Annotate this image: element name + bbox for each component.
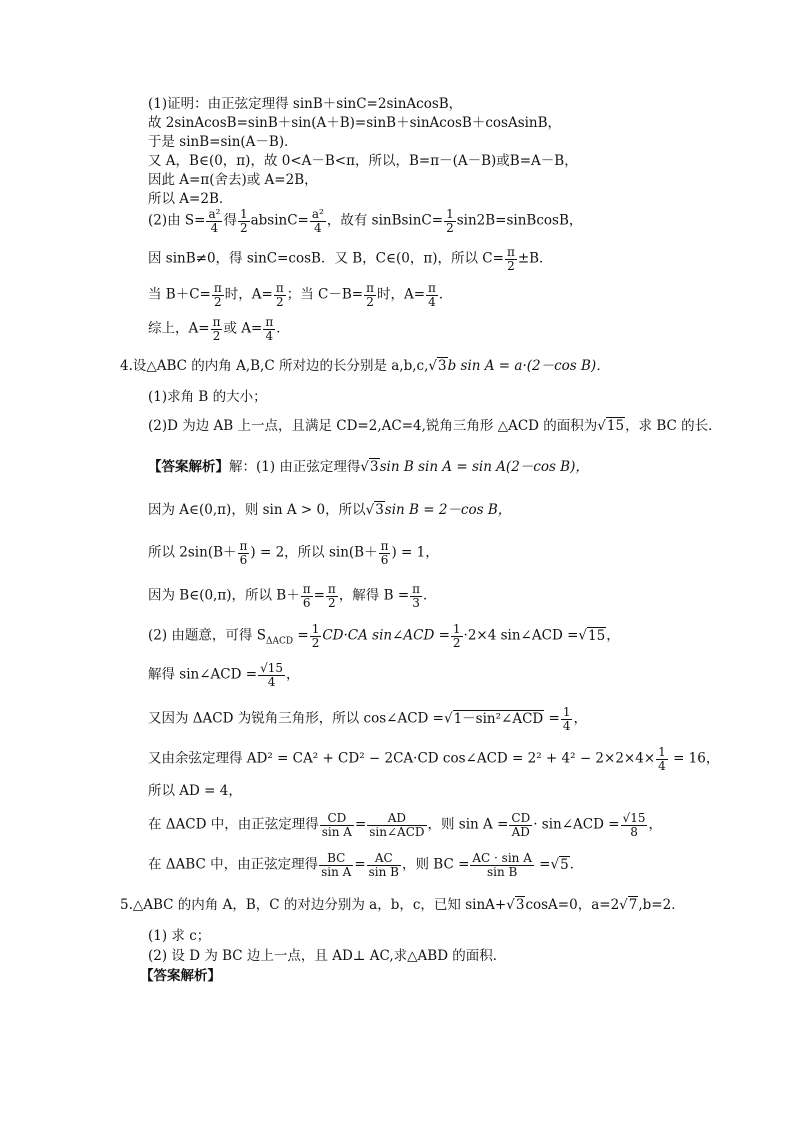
fraction: $\frac{\text{a²}}{4}$ [208,207,221,235]
fraction: $\frac{\text{a²}}{4}$ [311,207,324,235]
q4-answer-line-2: 因为 A∈(0,π)，则 sin A > 0，所以√3sin B = 2－cos B， [148,502,512,518]
q4-answer-line-10: 在 ΔACD 中，由正弦定理得 $\frac{CD}{\text{sin A}}$ = $\frac{AD}{\text{sin∠ACD}}$ ，则 sin A = $\frac{CD}{AD}$ · sin∠ACD = $\frac{√15}{8}$ ， [148,811,662,839]
fraction: $\frac{\pi}{6}$ [239,539,248,567]
p3-line-8: 因 sinB≠0，得 sinC=cosB．又 B，C∈(0，π)，所以 C= $\frac{\pi}{2}$ ±B． [148,245,553,273]
fraction: $\frac{\pi}{6}$ [380,539,389,567]
fraction: $\frac{\pi}{2}$ [506,245,515,273]
fraction: $\frac{\pi}{2}$ [275,281,284,309]
q4-answer-line-9: 所以 AD = 4， [148,783,242,799]
q4-stem: 4.设△ABC 的内角 A,B,C 所对边的长分别是 a,b,c,√3b sin A = a·(2－cos B)． [120,358,610,374]
fraction: $\frac{1}{4}$ [562,705,571,733]
fraction: $\frac{\pi}{6}$ [302,582,311,610]
fraction: $\frac{\pi}{3}$ [412,582,421,610]
p3-line-1: (1)证明：由正弦定理得 sinB＋sinC=2sinAcosB， [148,96,463,112]
fraction: $\frac{\pi}{2}$ [327,582,336,610]
p3-line-10: 综上，A= $\frac{\pi}{2}$ 或 A= $\frac{\pi}{4}$ ． [148,315,290,343]
q4-answer-line-4: 因为 B∈(0,π)，所以 B＋ $\frac{\pi}{6}$ = $\frac{\pi}{2}$ ，解得 B = $\frac{\pi}{3}$ ． [148,582,437,610]
q5-stem: 5.△ABC 的内角 A，B，C 的对边分别为 a，b，c，已知 sinA+√3cosA=0，a=2√7,b=2． [120,897,685,913]
fraction: $\frac{1}{2}$ [452,622,461,650]
p3-line-4: 又 A，B∈(0，π)，故 0<A－B<π，所以，B=π－(A－B)或B=A－B， [148,153,578,169]
fraction: $\frac{√15}{8}$ [622,811,646,839]
fraction: $\frac{AD}{\text{sin∠ACD}}$ [369,811,425,839]
q4-answer-line-5: (2) 由题意，可得 $S_{\Delta ACD}$ = $\frac{1}{2}$ CD·CA sin∠ACD = $\frac{1}{2}$ ·2×4 sin∠ACD =√15， [148,622,620,650]
p3-line-5: 因此 A=π(舍去)或 A=2B， [148,172,318,188]
fraction: $\frac{CD}{\text{sin A}}$ [321,811,352,839]
fraction: $\frac{\pi}{4}$ [265,315,274,343]
q4-answer-line-7: 又因为 ΔACD 为锐角三角形，所以 cos∠ACD =√1－sin²∠ACD = $\frac{1}{4}$ ， [148,705,587,733]
q4-answer-line-6: 解得 sin∠ACD = $\frac{√15}{4}$ ， [148,661,300,689]
fraction: $\frac{CD}{AD}$ [511,811,531,839]
fraction: $\frac{1}{4}$ [658,745,666,773]
p3-line-2: 故 2sinAcosB=sinB＋sin(A＋B)=sinB＋sinAcosB＋cosAsinB， [148,115,562,131]
fraction: $\frac{BC}{\text{sin A}}$ [321,851,352,879]
p3-line-9: 当 B＋C= $\frac{\pi}{2}$ 时，A= $\frac{\pi}{2}$ ；当 C－B= $\frac{\pi}{2}$ 时，A= $\frac{\pi}{4}$ ． [148,281,453,309]
fraction: $\frac{\pi}{2}$ [366,281,374,309]
p3-line-6: 所以 A=2B． [148,191,233,207]
p3-line-3: 于是 sinB=sin(A－B)． [148,134,298,150]
q4-answer-line-1: 【答案解析】解：(1) 由正弦定理得√3sin B sin A = sin A(2－cos B)， [148,459,589,475]
fraction: $\frac{√15}{4}$ [260,661,283,689]
answer-tag: 【答案解析】 [148,459,229,475]
fraction: $\frac{\pi}{2}$ [212,315,221,343]
fraction: $\frac{\pi}{4}$ [428,281,436,309]
fraction: $\frac{\text{AC · sin A}}{\text{sin B}}$ [472,851,532,879]
q5-sub-2: (2) 设 D 为 BC 边上一点，且 AD⊥ AC,求△ABD 的面积． [148,948,507,964]
fraction: $\frac{\pi}{2}$ [213,281,222,309]
q4-answer-line-8: 又由余弦定理得 AD² = CA² + CD² − 2CA·CD cos∠ACD = 2² + 4² − 2×2×4× $\frac{1}{4}$ = 16， [148,745,720,773]
q4-sub-2: (2)D 为边 AB 上一点，且满足 CD=2,AC=4,锐角三角形 △ACD 的面积为√15，求 BC 的长． [148,418,722,434]
fraction: $\frac{1}{2}$ [446,207,454,235]
fraction: $\frac{AC}{\text{sin B}}$ [368,851,399,879]
q4-sub-1: (1)求角 B 的大小； [148,389,267,405]
q5-answer-tag: 【答案解析】 [140,968,221,984]
q4-answer-line-3: 所以 2sin(B＋ $\frac{\pi}{6}$ ) = 2，所以 sin(B＋ $\frac{\pi}{6}$ ) = 1， [148,539,439,567]
q5-sub-1: (1) 求 c； [148,928,211,944]
q4-answer-line-11: 在 ΔABC 中，由正弦定理得 $\frac{BC}{\text{sin A}}$ = $\frac{AC}{\text{sin B}}$ ，则 BC = $\frac{\text{AC · sin A}}{\text{sin B}}$ =√5． [148,851,584,879]
fraction: $\frac{1}{2}$ [311,622,320,650]
fraction: $\frac{1}{2}$ [239,207,248,235]
p3-line-7: (2)由 S= $\frac{\text{a²}}{4}$ 得 $\frac{1}{2}$ absinC= $\frac{\text{a²}}{4}$ ，故有 sinBsinC= $\frac{1}{2}$ sin2B=sinBcosB， [148,207,583,235]
